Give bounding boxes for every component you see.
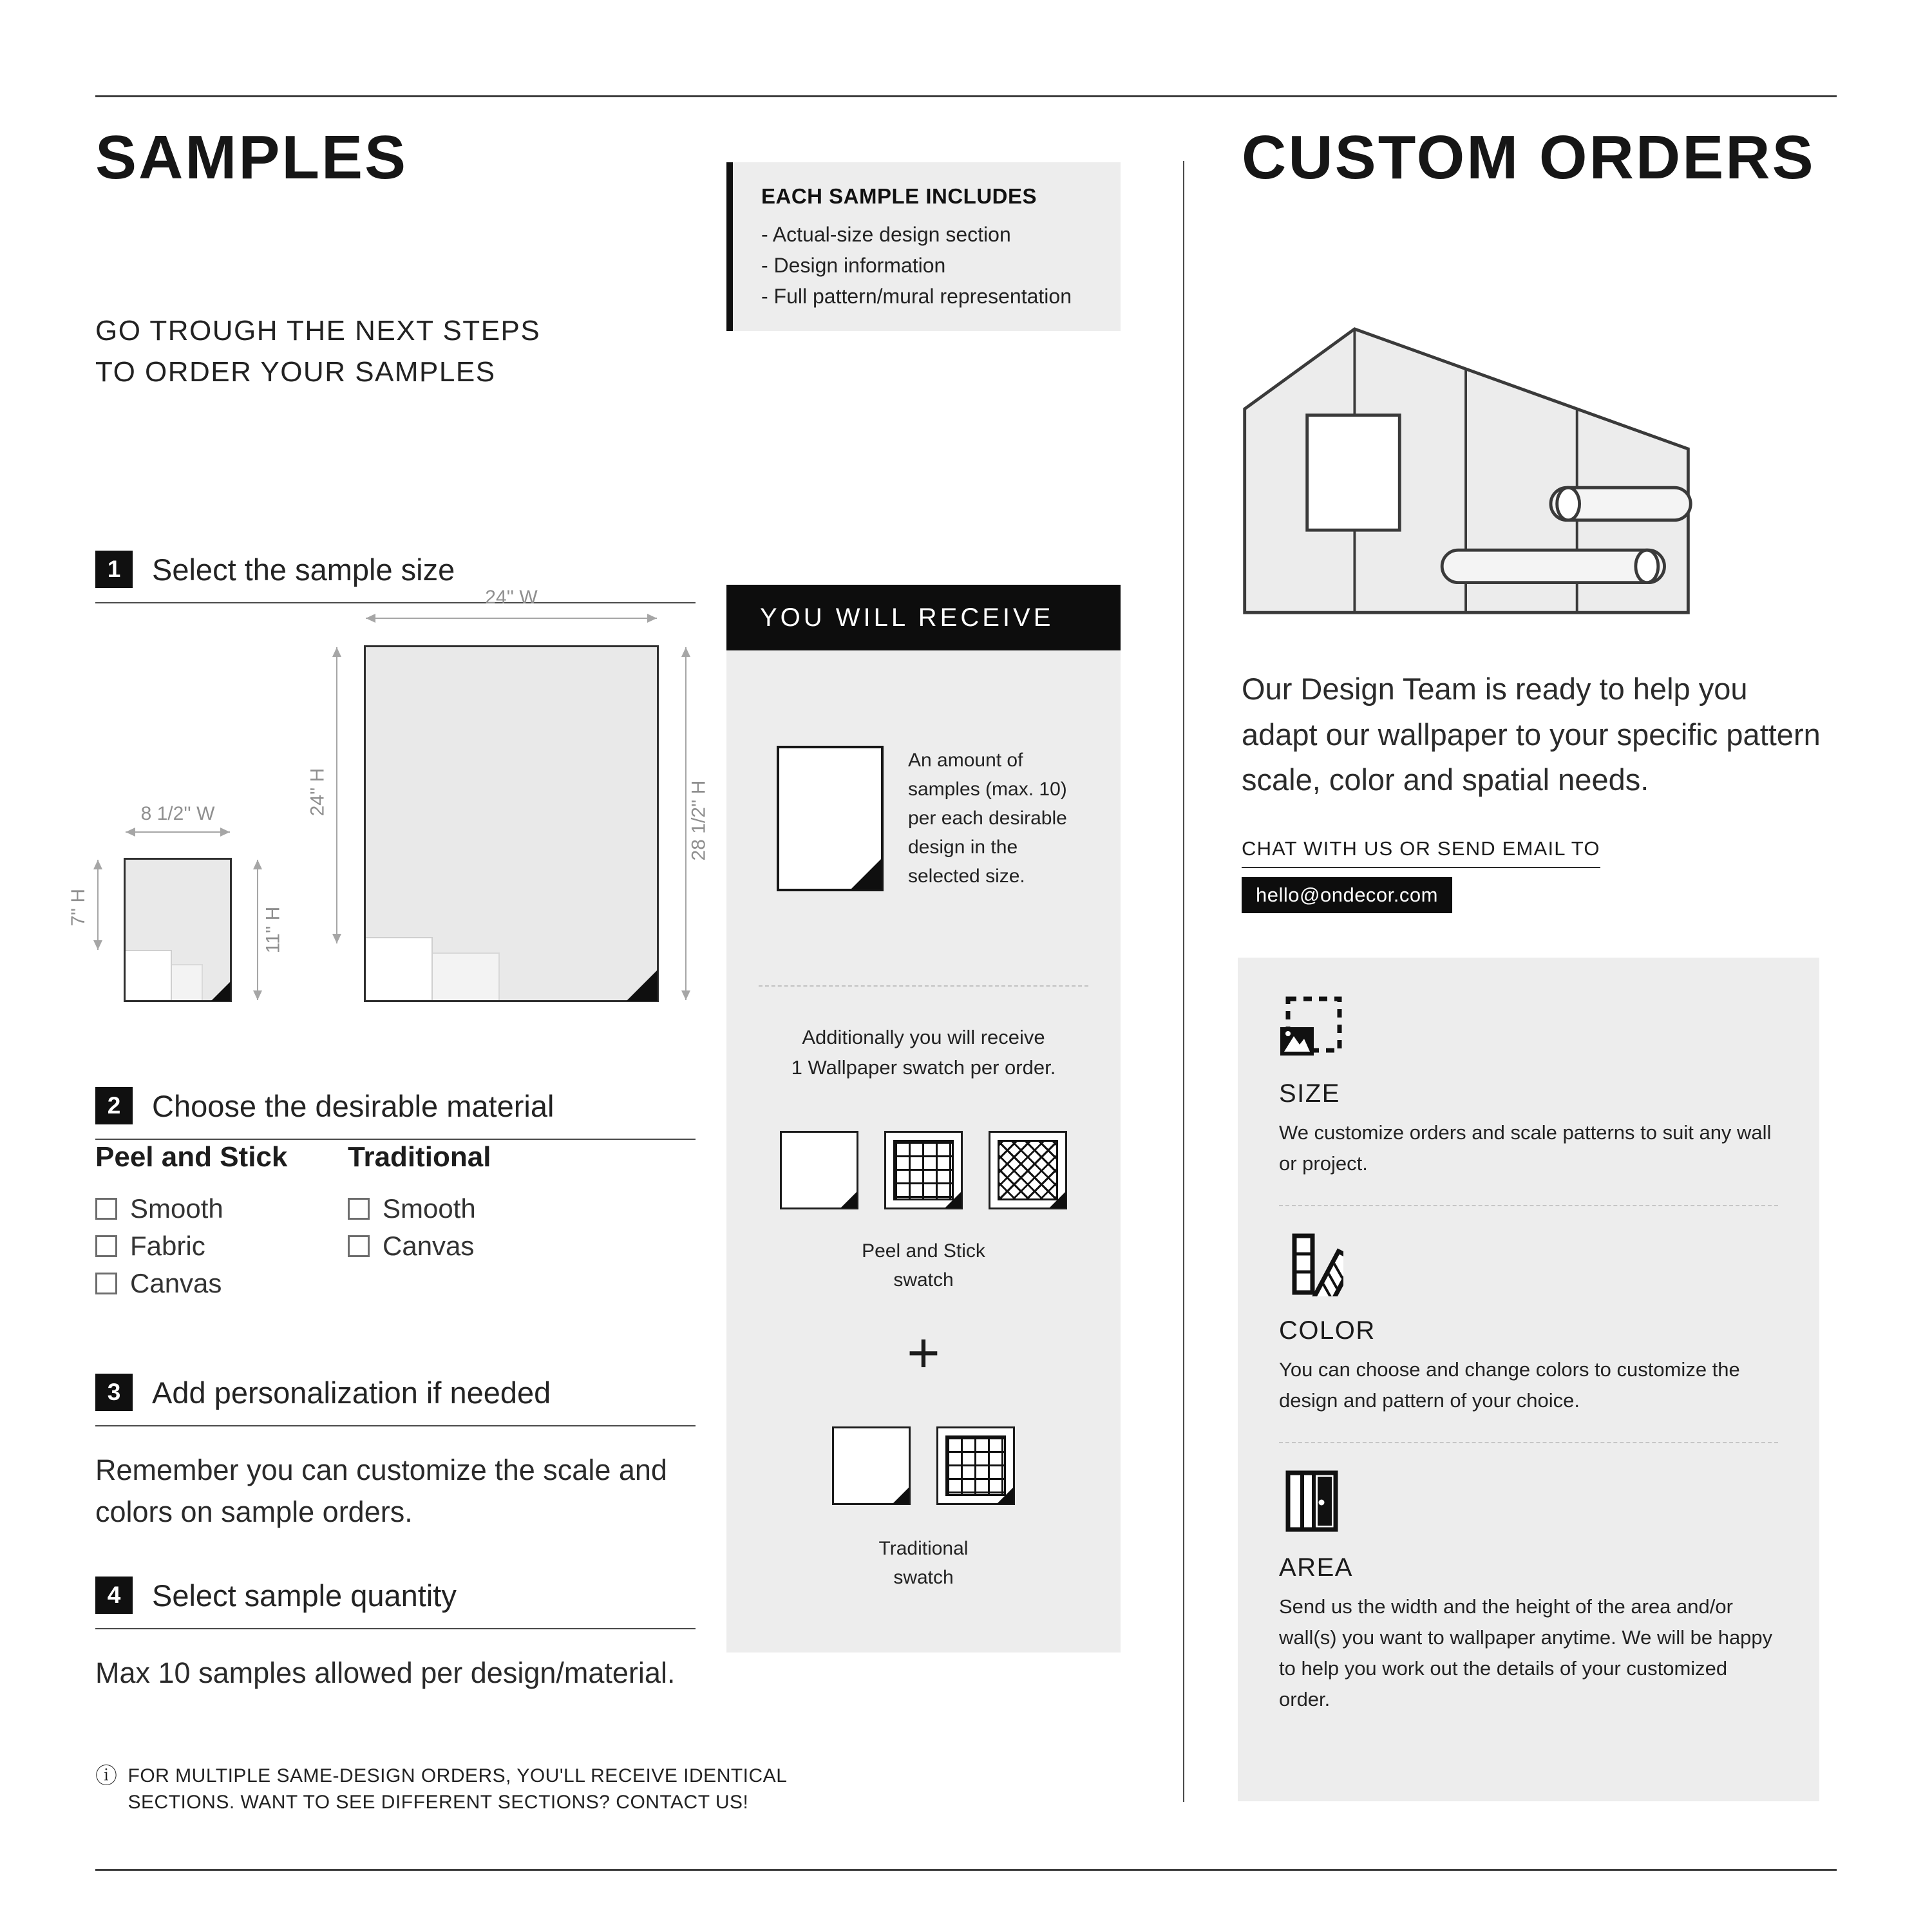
step-4-number: 4 (95, 1577, 133, 1614)
folded-corner-icon (945, 1191, 961, 1208)
material-option-canvas-traditional[interactable] (348, 1227, 491, 1265)
you-will-receive-panel (726, 650, 1121, 1653)
chat-label: CHAT WITH US OR SEND EMAIL TO (1242, 837, 1600, 868)
footnote-text (128, 1763, 788, 1815)
material-option-label: Smooth (130, 1193, 223, 1224)
step-4-note: Max 10 samples allowed per design/material. (95, 1656, 676, 1689)
includes-title: EACH SAMPLE INCLUDES (761, 184, 1037, 208)
grid-swatch-icon (936, 1426, 1015, 1505)
dim-label-large-height-left: 24'' H (307, 768, 328, 817)
includes-item: - Actual-size design section (761, 219, 1096, 250)
folded-corner-icon (851, 858, 882, 889)
material-option-label: Canvas (130, 1268, 222, 1298)
peel-swatch-label-line1: Peel and Stick (862, 1240, 985, 1262)
plus-icon: + (907, 1321, 940, 1385)
checkbox-icon[interactable] (348, 1235, 370, 1257)
info-icon: ⓘ (95, 1764, 118, 1788)
each-sample-includes-box (726, 162, 1121, 331)
bottom-rule (95, 1869, 1837, 1871)
material-option-label: Smooth (383, 1193, 476, 1224)
checkbox-icon[interactable] (348, 1198, 370, 1220)
receive-additional-line1: Additionally you will receive (802, 1026, 1045, 1048)
samples-intro-line1: GO TROUGH THE NEXT STEPS (95, 315, 541, 346)
feature-area-name: AREA (1279, 1553, 1353, 1582)
material-option-smooth[interactable] (95, 1190, 287, 1227)
step-3-number: 3 (95, 1374, 133, 1411)
house-illustration-svg (1242, 325, 1692, 616)
area-panels-icon (1279, 1469, 1343, 1533)
sample-diagram-large (307, 587, 710, 1002)
wallpaper-roll-upper (1551, 488, 1690, 520)
footnote-line2: SECTIONS. WANT TO SEE DIFFERENT SECTIONS? CONTACT US! (128, 1791, 749, 1813)
dim-line-large-width (366, 618, 657, 619)
email-badge[interactable]: hello@ondecor.com (1242, 877, 1452, 913)
includes-item: - Full pattern/mural representation (761, 281, 1096, 312)
receive-samples-text: An amount of samples (max. 10) per each desirable design in the selected size. (908, 750, 1067, 887)
folded-corner-icon (840, 1191, 857, 1208)
large-sample-inlay-white (366, 937, 433, 1000)
peel-and-stick-swatch-row (726, 1131, 1121, 1209)
includes-item: - Design information (761, 250, 1096, 281)
dim-line-large-height-right (685, 647, 687, 1000)
receive-additional-text (726, 1023, 1121, 1083)
material-option-smooth-traditional[interactable] (348, 1190, 491, 1227)
checkbox-icon[interactable] (95, 1198, 117, 1220)
dashed-divider (759, 985, 1088, 987)
footnote (95, 1763, 787, 1815)
step-1-select-size (95, 551, 696, 603)
sample-page-icon (777, 746, 884, 891)
grid-swatch-icon (884, 1131, 963, 1209)
step-3-personalization (95, 1374, 696, 1426)
framed-panel (1307, 415, 1400, 530)
dim-label-small-height-left: 7'' H (68, 888, 90, 926)
material-column-traditional (348, 1141, 491, 1265)
peel-and-stick-swatch-label (726, 1236, 1121, 1294)
feature-size-text: We customize orders and scale patterns to suit any wall or project. (1279, 1121, 1772, 1175)
checkbox-icon[interactable] (95, 1235, 117, 1257)
feature-color-text: You can choose and change colors to customize the design and pattern of your choice. (1279, 1358, 1740, 1412)
material-option-label: Fabric (130, 1231, 205, 1261)
small-sample-inlay-gray (172, 964, 203, 1000)
dim-label-small-width: 8 1/2'' W (140, 803, 215, 824)
step-2-label: Choose the desirable material (152, 1088, 554, 1123)
traditional-swatch-row (726, 1426, 1121, 1505)
you-will-receive-header: YOU WILL RECEIVE (726, 585, 1121, 650)
traditional-swatch-label-line2: swatch (893, 1567, 954, 1588)
house-illustration (1242, 325, 1692, 620)
material-column-peel-and-stick (95, 1141, 287, 1302)
receive-additional-line2: 1 Wallpaper swatch per order. (791, 1056, 1056, 1079)
feature-color-name: COLOR (1279, 1316, 1376, 1345)
dim-line-large-height-left (336, 647, 337, 943)
column-divider (1183, 161, 1184, 1802)
material-title-traditional: Traditional (348, 1141, 491, 1173)
dim-label-large-width: 24'' W (485, 587, 538, 608)
folded-corner-icon (1049, 1191, 1066, 1208)
samples-intro (95, 310, 540, 393)
step-1-label: Select the sample size (152, 552, 455, 587)
step-3-label: Add personalization if needed (152, 1375, 551, 1410)
step-4-label: Select sample quantity (152, 1578, 457, 1613)
feature-size (1279, 995, 1778, 1179)
footnote-line1: FOR MULTIPLE SAME-DESIGN ORDERS, YOU'LL RECEIVE IDENTICAL (128, 1765, 788, 1786)
color-swatches-icon (1279, 1232, 1343, 1296)
blank-swatch-icon (832, 1426, 911, 1505)
dashed-divider (1279, 1205, 1778, 1206)
samples-title: SAMPLES (95, 123, 408, 192)
checkbox-icon[interactable] (95, 1273, 117, 1294)
wallpaper-roll-lower (1442, 550, 1664, 582)
step-2-number: 2 (95, 1087, 133, 1124)
dim-line-small-width (126, 831, 230, 833)
step-3-note: Remember you can customize the scale and colors on sample orders. (95, 1454, 667, 1529)
material-title-peel-and-stick: Peel and Stick (95, 1141, 288, 1173)
folded-corner-icon (211, 981, 231, 1001)
feature-area (1279, 1469, 1778, 1715)
material-option-canvas[interactable] (95, 1265, 287, 1302)
step-1-number: 1 (95, 551, 133, 588)
dim-line-small-height-right (257, 860, 258, 1000)
material-option-fabric[interactable] (95, 1227, 287, 1265)
step-4-quantity (95, 1577, 696, 1629)
custom-features-panel (1238, 958, 1819, 1801)
feature-area-text: Send us the width and the height of the area and/or wall(s) you want to wallpaper anytime. We will be happy to help you work out the details of your customized order. (1279, 1595, 1773, 1711)
folded-corner-icon (627, 970, 658, 1001)
top-rule (95, 95, 1837, 97)
samples-intro-line2: TO ORDER YOUR SAMPLES (95, 355, 496, 388)
material-option-label: Canvas (383, 1231, 475, 1261)
custom-orders-title: CUSTOM ORDERS (1242, 123, 1815, 192)
folded-corner-icon (893, 1487, 909, 1504)
traditional-swatch-label-line1: Traditional (878, 1538, 969, 1559)
custom-orders-intro: Our Design Team is ready to help you adapt our wallpaper to your specific pattern scale, color and spatial needs. (1242, 672, 1821, 797)
small-sample-inlay-white (126, 950, 172, 1000)
blank-swatch-icon (780, 1131, 858, 1209)
feature-size-name: SIZE (1279, 1079, 1340, 1108)
dashed-divider (1279, 1442, 1778, 1443)
dim-label-large-height-right: 28 1/2'' H (688, 780, 710, 861)
folded-corner-icon (997, 1487, 1014, 1504)
sample-diagram-small (68, 803, 284, 1002)
dim-label-small-height-right: 11'' H (262, 906, 284, 953)
feature-color (1279, 1232, 1778, 1416)
large-sample-inlay-gray (433, 952, 500, 1000)
peel-swatch-label-line2: swatch (893, 1269, 954, 1291)
crosshatch-swatch-icon (989, 1131, 1067, 1209)
dim-line-small-height-left (97, 860, 99, 950)
size-crop-icon (1279, 995, 1343, 1059)
step-2-choose-material (95, 1087, 696, 1140)
traditional-swatch-label (726, 1534, 1121, 1592)
